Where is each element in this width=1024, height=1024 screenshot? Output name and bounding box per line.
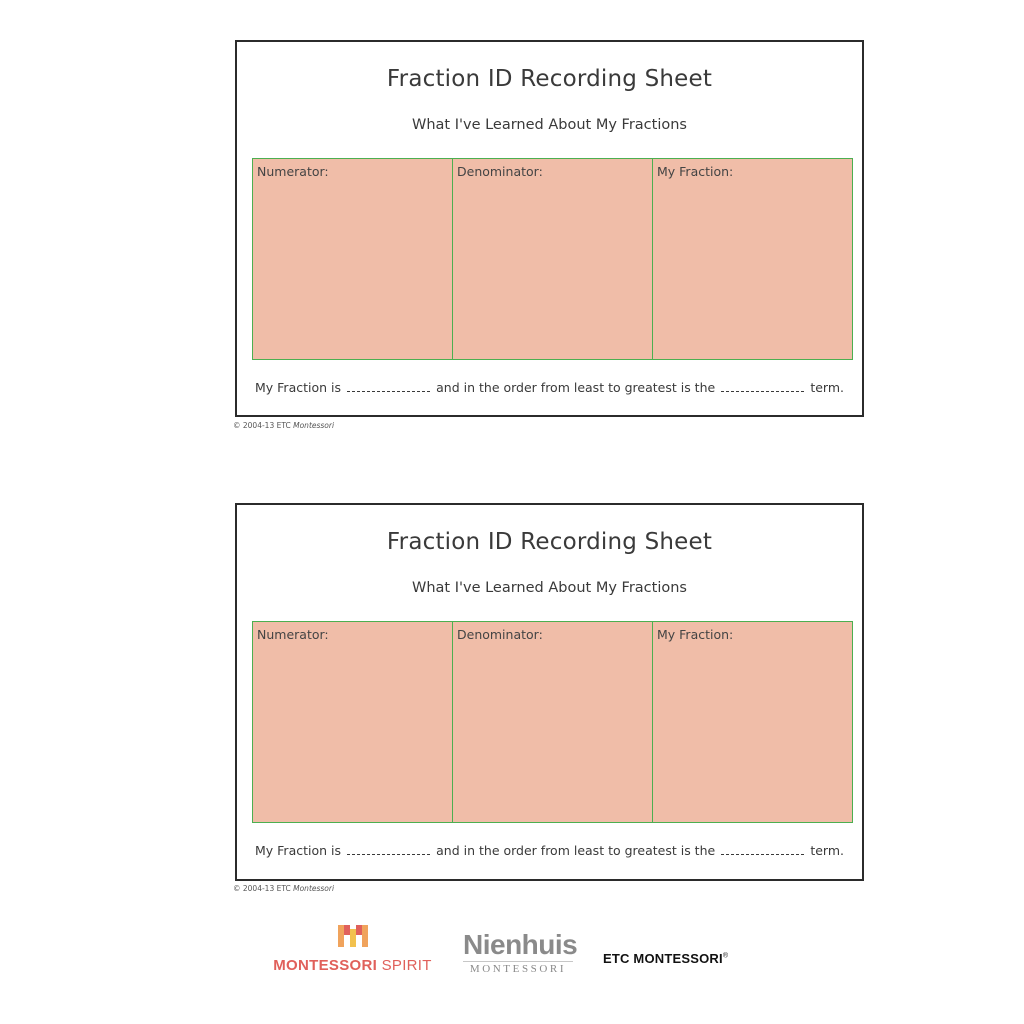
copyright-prefix: © 2004-13 ETC (233, 421, 291, 430)
copyright-prefix: © 2004-13 ETC (233, 884, 291, 893)
sentence-part-1: My Fraction is (255, 380, 342, 395)
sentence-part-2: and in the order from least to greatest is the (436, 843, 716, 858)
sentence-part-3: term. (810, 843, 844, 858)
numerator-box (253, 159, 452, 359)
sentence-part-3: term. (810, 380, 844, 395)
term-blank (721, 844, 804, 855)
sheet-subtitle: What I've Learned About My Fractions (412, 580, 687, 596)
sheet-title: Fraction ID Recording Sheet (386, 529, 713, 555)
my-fraction-label: My Fraction: (657, 627, 734, 642)
brand-logos (0, 925, 1024, 985)
my-fraction-box (652, 622, 852, 822)
nienhuis-logo (463, 929, 578, 975)
fraction-boxes (252, 621, 853, 823)
fraction-blank (347, 844, 430, 855)
nienhuis-wordmark: Nienhuis (463, 929, 578, 960)
denominator-label: Denominator: (457, 627, 543, 642)
fraction-blank (347, 381, 430, 392)
denominator-box (452, 159, 652, 359)
sentence-part-1: My Fraction is (255, 843, 342, 858)
denominator-label: Denominator: (457, 164, 543, 179)
fraction-boxes (252, 158, 853, 360)
recording-sheet-2 (235, 503, 864, 881)
etc-montessori-logo (603, 951, 728, 966)
registered-mark: ® (722, 952, 729, 960)
montessori-spirit-bold: MONTESSORI (273, 957, 378, 974)
montessori-spirit-m-icon (338, 925, 368, 951)
copyright-brand: Montessori (293, 884, 335, 893)
my-fraction-box (652, 159, 852, 359)
numerator-box (253, 622, 452, 822)
sheet-title: Fraction ID Recording Sheet (386, 66, 713, 92)
sentence-part-2: and in the order from least to greatest is the (436, 380, 716, 395)
sheet-subtitle: What I've Learned About My Fractions (412, 117, 687, 133)
montessori-spirit-logo (265, 925, 440, 974)
recording-sheet-1 (235, 40, 864, 417)
term-blank (721, 381, 804, 392)
nienhuis-subtitle: MONTESSORI (463, 961, 573, 975)
etc-wordmark: ETC MONTESSORI (603, 951, 723, 966)
montessori-spirit-light: SPIRIT (381, 957, 432, 974)
my-fraction-label: My Fraction: (657, 164, 734, 179)
copyright-2 (233, 884, 334, 893)
fraction-sentence (255, 380, 844, 395)
copyright-brand: Montessori (293, 421, 335, 430)
copyright-1 (233, 421, 334, 430)
fraction-sentence (255, 843, 844, 858)
numerator-label: Numerator: (257, 164, 329, 179)
numerator-label: Numerator: (257, 627, 329, 642)
denominator-box (452, 622, 652, 822)
